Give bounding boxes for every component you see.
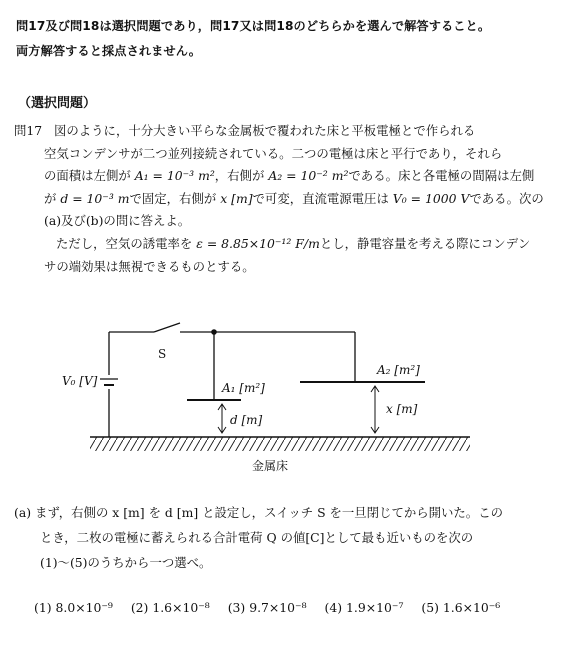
problem-line-4c: で可変，直流電源電圧は <box>252 190 389 206</box>
problem-line-6b: とし，静電容量を考える際にコンデン <box>319 235 531 251</box>
floor-hatch <box>90 437 470 451</box>
section-label: （選択問題） <box>18 96 97 111</box>
switch-label: S <box>158 347 167 361</box>
question-a-line-3: (1)～(5)のうちから一つ選べ。 <box>40 555 212 570</box>
d-label: d [m] <box>230 413 263 427</box>
problem-line-4a: が <box>44 190 57 206</box>
answer-choices <box>34 600 514 615</box>
question-a <box>14 500 559 575</box>
choice-3-label: (3) <box>227 600 246 615</box>
gap-d-equation: d = 10⁻³ m <box>60 190 130 206</box>
choice-1[interactable] <box>34 600 113 615</box>
area-a1-equation: A₁ = 10⁻³ m² <box>134 168 215 184</box>
question-a-line-1: (a) まず，右側の x [m] を d [m] と設定し，スイッチ S を一旦閉じてから開いた。この <box>14 505 503 520</box>
problem-line-5: (a)及び(b)の問に答えよ。 <box>44 213 191 229</box>
a1-label: A₁ [m²] <box>222 381 265 395</box>
problem-statement <box>14 120 559 278</box>
question-a-line-2: とき，二枚の電極に蓄えられる合計電荷 Q の値[C]として最も近いものを次の <box>40 530 474 545</box>
choice-1-value: 8.0×10⁻⁹ <box>55 600 113 615</box>
choice-5[interactable] <box>421 600 500 615</box>
gap-x-variable: x [m] <box>220 190 253 206</box>
problem-line-4d: である。次の <box>469 190 544 206</box>
circuit-figure <box>60 320 470 480</box>
choice-4[interactable] <box>325 600 404 615</box>
choice-1-label: (1) <box>34 600 52 615</box>
notice-line-2: 両方解答すると採点されません。 <box>16 44 202 58</box>
problem-line-1: 図のように，十分大きい平らな金属板で覆われた床と平板電極とで作られる <box>54 123 476 138</box>
choice-4-label: (4) <box>324 600 343 615</box>
choice-5-value: 1.6×10⁻⁶ <box>442 600 501 615</box>
problem-number: 問17 <box>14 123 43 138</box>
voltage-equation: V₀ = 1000 V <box>392 190 470 206</box>
choice-4-value: 1.9×10⁻⁷ <box>346 600 404 615</box>
problem-line-3b: ，右側が <box>214 168 265 184</box>
a2-label: A₂ [m²] <box>377 363 420 377</box>
area-a2-equation: A₂ = 10⁻² m² <box>268 168 349 184</box>
floor-label: 金属床 <box>252 459 289 473</box>
problem-line-3c: である。床と各電極の間隔は左側 <box>348 168 535 184</box>
source-label: V₀ [V] <box>62 374 98 388</box>
problem-line-4b: で固定，右側が <box>129 190 217 206</box>
choice-2-label: (2) <box>130 600 149 615</box>
selection-notice <box>16 14 561 64</box>
problem-line-3a: の面積は左側が <box>44 168 131 184</box>
problem-line-7: サの端効果は無視できるものとする。 <box>44 258 255 274</box>
choice-5-label: (5) <box>421 600 439 615</box>
problem-line-2: 空気コンデンサが二つ並列接続されている。二つの電極は床と平行であり，それら <box>44 145 503 161</box>
problem-line-6a: ただし，空気の誘電率を <box>56 235 193 251</box>
choice-3-value: 9.7×10⁻⁸ <box>249 600 307 615</box>
permittivity-equation: ε = 8.85×10⁻¹² F/m <box>196 235 320 251</box>
switch-blade <box>154 323 180 332</box>
choice-3[interactable] <box>228 600 307 615</box>
x-label: x [m] <box>386 402 418 416</box>
choice-2-value: 1.6×10⁻⁸ <box>152 600 210 615</box>
choice-2[interactable] <box>131 600 210 615</box>
notice-line-1: 問17及び問18は選択問題であり，問17又は問18のどちらかを選んで解答すること。 <box>16 19 491 33</box>
